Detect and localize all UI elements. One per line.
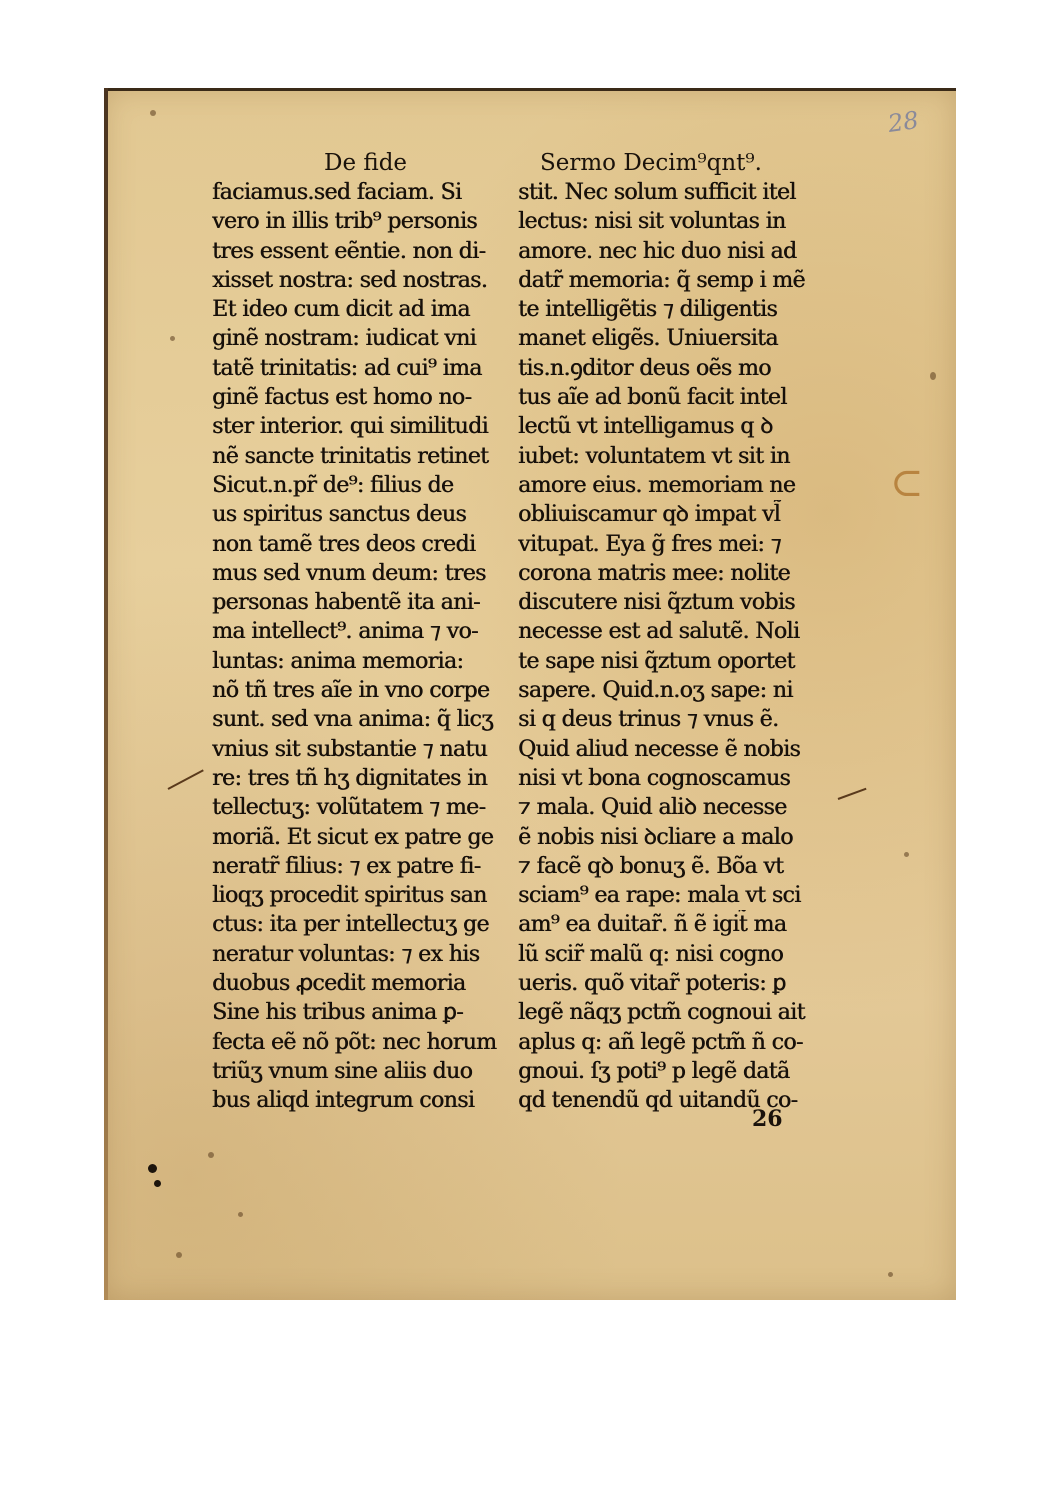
text-line: ster interior. qui similitudi: [212, 414, 488, 440]
text-line: amore. nec hic duo nisi ad: [518, 238, 797, 264]
marginal-bracket-mark: ⊂: [890, 460, 924, 506]
text-line: gnoui. ſʒ poti⁹ p legẽ datã: [518, 1058, 790, 1084]
text-line: tres essent eẽntie. non di-: [212, 238, 486, 264]
stain-speck: [904, 852, 909, 857]
text-line: nẽ sancte trinitatis retinet: [212, 443, 489, 469]
text-line: bus aliqd integrum consi: [212, 1088, 475, 1114]
text-line: discutere nisi q̃ztum vobis: [518, 590, 795, 616]
stain-speck: [930, 372, 936, 380]
text-line: nõ tñ tres aĩe in vno corpe: [212, 678, 490, 704]
text-line: luntas: anima memoria:: [212, 648, 464, 674]
signature-mark: 26: [752, 1106, 783, 1132]
text-line: necesse est ad salutẽ. Noli: [518, 619, 800, 645]
stain-speck: [888, 1272, 893, 1277]
leaf-left-edge: [104, 88, 108, 1300]
text-line: ẽ nobis nisi ꝺcliare a malo: [518, 824, 793, 850]
text-line: xisset nostra: sed nostras.: [212, 267, 488, 293]
text-line: ⁊ facẽ qꝺ bonuʒ ẽ. Bõa vt: [518, 853, 784, 879]
text-line: qd tenendũ qd uitandũ co-: [518, 1088, 798, 1114]
text-line: personas habentẽ ita ani-: [212, 590, 480, 616]
text-line: vitupat. Eya g̃ fres mei: ⁊: [518, 531, 781, 557]
text-line: obliuiscamur qꝺ impat vl̃: [518, 502, 781, 528]
text-line: aplus q: añ legẽ pctm̃ ñ co-: [518, 1029, 803, 1055]
marginal-pen-stroke: [838, 788, 867, 800]
text-line: lũ scir̃ malũ q: nisi cogno: [518, 941, 784, 967]
text-line: corona matris mee: nolite: [518, 560, 790, 586]
text-line: mus sed vnum deum: tres: [212, 560, 486, 586]
stain-speck: [150, 110, 156, 116]
leaf-top-edge: [104, 88, 956, 91]
text-line: tatẽ trinitatis: ad cui⁹ ima: [212, 355, 482, 381]
left-text-column: [212, 148, 512, 1116]
right-text-lines: [518, 178, 818, 1116]
ink-blot: [148, 1164, 157, 1173]
text-line: legẽ nãqʒ pctm̃ cognoui ait: [518, 1000, 805, 1026]
text-line: re: tres tñ hʒ dignitates in: [212, 765, 488, 791]
stain-speck: [238, 1212, 243, 1217]
text-line: lectũ vt intelligamus q ꝺ: [518, 414, 773, 440]
text-line: non tamẽ tres deos credi: [212, 531, 476, 557]
text-line: iubet: voluntatem vt sit in: [518, 443, 790, 469]
folio-note: 28: [886, 106, 921, 138]
text-line: sunt. sed vna anima: q̃ licʒ: [212, 707, 493, 733]
text-line: neratr̃ filius: ⁊ ex patre fi-: [212, 853, 481, 879]
text-line: faciamus.sed faciam. Si: [212, 180, 462, 205]
text-line: amore eius. memoriam ne: [518, 472, 796, 498]
text-line: tis.n.ꝯditor deus oẽs mo: [518, 355, 771, 381]
text-line: ginẽ factus est homo no-: [212, 385, 472, 411]
text-line: fecta eẽ nõ põt: nec horum: [212, 1029, 497, 1055]
text-line: tus aĩe ad bonũ facit intel: [518, 385, 787, 411]
left-text-lines: [212, 178, 512, 1116]
text-line: te intelligẽtis ⁊ diligentis: [518, 297, 778, 323]
right-running-heading: Sermo Decim⁹qnt⁹.: [540, 150, 762, 176]
text-line: Et ideo cum dicit ad ima: [212, 297, 470, 323]
right-text-column: [518, 148, 818, 1116]
text-line: ⁊ mala. Quid aliꝺ necesse: [518, 795, 787, 821]
text-line: datr̃ memoria: q̃ semp i mẽ: [518, 267, 805, 293]
text-line: duobus ꝓcedit memoria: [212, 971, 466, 997]
stain-speck: [170, 336, 175, 341]
text-line: ginẽ nostram: iudicat vni: [212, 326, 476, 352]
text-line: Sine his tribus anima ꝑ-: [212, 1000, 463, 1026]
text-line: lioqʒ procedit spiritus san: [212, 883, 487, 909]
ink-blot: [154, 1180, 161, 1187]
text-line: sciam⁹ ea rape: mala vt sci: [518, 883, 801, 909]
manuscript-leaf: [104, 88, 956, 1300]
text-line: ctus: ita per intellectuʒ ge: [212, 912, 489, 938]
text-line: vero in illis trib⁹ personis: [212, 209, 477, 235]
text-line: us spiritus sanctus deus: [212, 502, 467, 528]
text-line: moriã. Et sicut ex patre ge: [212, 824, 494, 850]
text-line: lectus: nisi sit voluntas in: [518, 209, 786, 235]
text-line: triũʒ vnum sine aliis duo: [212, 1058, 473, 1084]
text-line: nisi vt bona cognoscamus: [518, 765, 791, 791]
text-line: manet eligẽs. Uniuersita: [518, 326, 778, 352]
left-running-heading: De fide: [324, 150, 408, 176]
stain-speck: [208, 1152, 214, 1158]
text-line: tellectuʒ: volũtatem ⁊ me-: [212, 795, 486, 821]
stain-speck: [176, 1252, 182, 1258]
text-line: ma intellect⁹. anima ⁊ vo-: [212, 619, 478, 645]
text-line: neratur voluntas: ⁊ ex his: [212, 941, 480, 967]
text-line: am⁹ ea duitar̃. ñ ẽ igit̃ ma: [518, 912, 787, 938]
text-line: Quid aliud necesse ẽ nobis: [518, 736, 801, 762]
text-line: sapere. Quid.n.oʒ sape: ni: [518, 678, 793, 704]
text-line: ueris. quõ vitar̃ poteris: ꝑ: [518, 971, 786, 997]
text-line: te sape nisi q̃ztum oportet: [518, 648, 795, 674]
text-line: stit. Nec solum sufficit itel: [518, 180, 796, 205]
text-line: Sicut.n.pr̃ de⁹: filius de: [212, 472, 454, 498]
text-line: si q deus trinus ⁊ vnus ẽ.: [518, 707, 779, 733]
text-line: vnius sit substantie ⁊ natu: [212, 736, 488, 762]
marginal-pen-stroke: [168, 769, 204, 790]
